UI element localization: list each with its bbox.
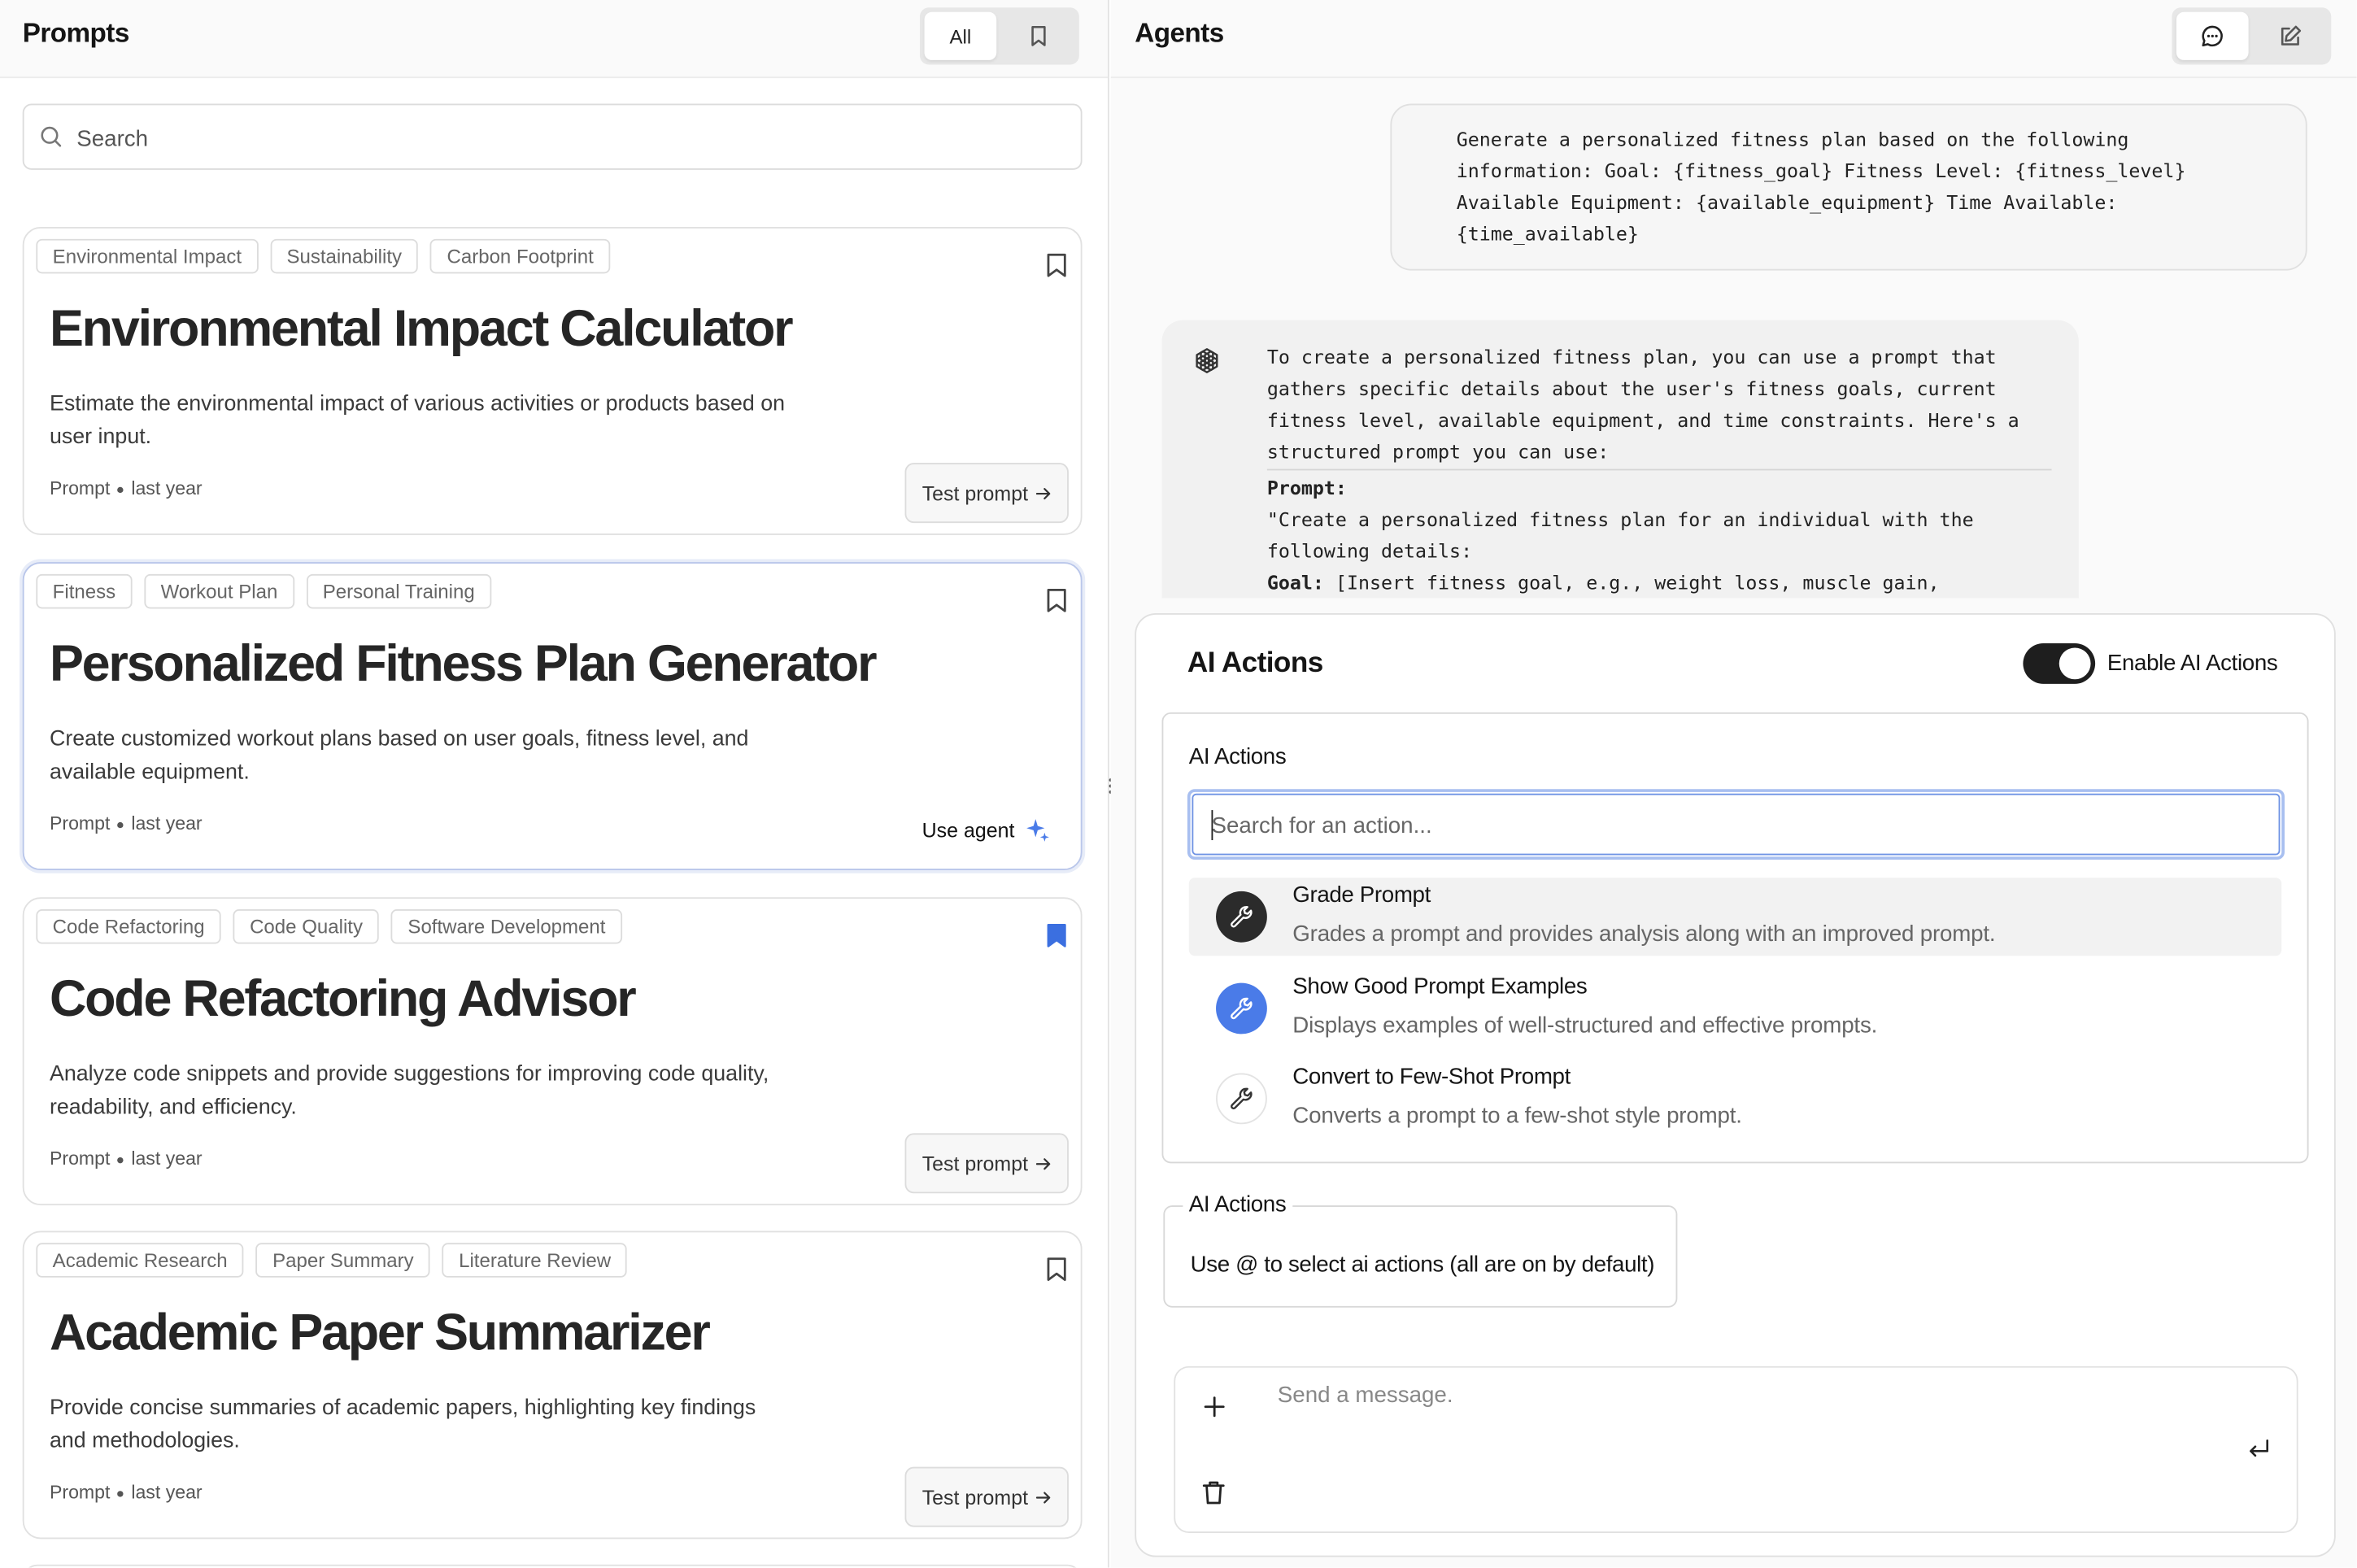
goal-text: [Insert fitness goal, e.g., weight loss, muscle gain, (1323, 571, 1940, 594)
search-input[interactable] (76, 120, 1053, 156)
card-time: last year (131, 1482, 203, 1503)
tag[interactable]: Academic Research (36, 1243, 244, 1278)
card-title: Personalized Fitness Plan Generator (49, 635, 876, 693)
agents-header (1111, 0, 2357, 78)
agents-mode-toggle (2172, 7, 2331, 64)
arrow-right-icon (1035, 485, 1052, 501)
tag[interactable]: Sustainability (270, 239, 418, 274)
bookmark-icon[interactable] (1046, 588, 1067, 613)
edit-icon (2279, 24, 2303, 49)
action-item-convert-to-few-shot-prompt[interactable] (1189, 1060, 2281, 1138)
test-prompt-label: Test prompt (921, 1485, 1029, 1509)
plus-icon[interactable] (1201, 1393, 1228, 1420)
tag[interactable]: Code Quality (233, 909, 380, 944)
tag[interactable]: Workout Plan (144, 574, 294, 609)
prompt-card[interactable] (23, 897, 1083, 1205)
prompt-card-partial[interactable] (23, 1565, 1083, 1568)
card-type: Prompt (49, 1148, 111, 1169)
toggle-knob (2059, 647, 2091, 679)
selected-actions-hint: Use @ to select ai actions (all are on by default) (1190, 1252, 1655, 1278)
test-prompt-button[interactable] (905, 463, 1069, 523)
card-type: Prompt (49, 812, 111, 834)
tag[interactable]: Fitness (36, 574, 132, 609)
card-type: Prompt (49, 477, 111, 499)
enter-icon[interactable] (2247, 1437, 2272, 1461)
prompts-filter-toggle (920, 7, 1079, 64)
prompt-card[interactable] (23, 1231, 1083, 1540)
bookmark-icon[interactable] (1046, 252, 1067, 277)
card-time: last year (131, 812, 203, 834)
test-prompt-label: Test prompt (921, 481, 1029, 505)
card-type: Prompt (49, 1482, 111, 1503)
action-item-grade-prompt[interactable] (1189, 878, 2281, 956)
tag[interactable]: Paper Summary (256, 1243, 430, 1278)
prompt-card-active[interactable] (23, 562, 1083, 870)
bookmark-icon[interactable] (1046, 1257, 1067, 1282)
test-prompt-button[interactable] (905, 1133, 1069, 1193)
tag-list (36, 574, 491, 609)
tag[interactable]: Software Development (391, 909, 622, 944)
prompts-title: Prompts (22, 18, 129, 49)
trash-icon[interactable] (1201, 1479, 1226, 1505)
card-time: last year (131, 477, 203, 499)
prompt-line: "Create a personalized fitness plan for an individual with the following details: (1266, 507, 1974, 563)
action-search-field (1187, 789, 2285, 860)
test-prompt-label: Test prompt (921, 1152, 1029, 1175)
ai-actions-card (1135, 613, 2336, 1557)
agents-panel (1111, 0, 2357, 1567)
openai-logo-icon (1192, 346, 1222, 376)
search-icon (39, 124, 63, 149)
message-composer (1174, 1366, 2298, 1533)
use-agent-button[interactable] (922, 816, 1051, 843)
prompt-label: Prompt: (1266, 476, 1347, 499)
card-description: Create customized workout plans based on user goals, fitness level, and available equipment. (49, 727, 749, 785)
chat-mode-button[interactable] (2176, 12, 2249, 60)
assistant-intro: To create a personalized fitness plan, you can use a prompt that gathers specific details about the user's fitness goals, current fitness level, available equipment, and time constraints. Here's a structured prompt you can use: (1266, 346, 2019, 464)
text-caret (1211, 810, 1213, 840)
card-title: Academic Paper Summarizer (49, 1304, 709, 1362)
sparkle-icon (1023, 816, 1050, 843)
ai-actions-picker (1162, 712, 2309, 1163)
bookmark-filled-icon[interactable] (1046, 923, 1067, 948)
tag[interactable]: Literature Review (442, 1243, 628, 1278)
enable-ai-actions-toggle[interactable] (2023, 643, 2095, 684)
card-title: Code Refactoring Advisor (49, 970, 635, 1029)
action-description: Displays examples of well-structured and effective prompts. (1292, 1013, 1878, 1039)
picker-label: AI Actions (1188, 743, 1287, 770)
action-description: Grades a prompt and provides analysis along with an improved prompt. (1292, 921, 1996, 947)
card-meta (50, 478, 203, 499)
use-agent-label: Use agent (921, 818, 1015, 841)
prompts-search (23, 104, 1083, 170)
agents-title: Agents (1135, 18, 1224, 49)
prompts-header (0, 0, 1109, 78)
message-input[interactable] (1278, 1383, 2210, 1473)
card-description: Estimate the environmental impact of various activities or products based on user input. (49, 392, 786, 450)
divider (1267, 469, 2052, 471)
wrench-icon (1216, 983, 1267, 1034)
prompts-panel (0, 0, 1109, 1567)
wrench-icon (1216, 1073, 1267, 1124)
chat-thread[interactable] (1111, 78, 2357, 598)
action-description: Converts a prompt to a few-shot style prompt. (1292, 1103, 1742, 1129)
arrow-right-icon (1035, 1155, 1052, 1171)
goal-label: Goal: (1266, 571, 1324, 594)
card-meta (50, 1148, 203, 1169)
edit-mode-button[interactable] (2255, 12, 2327, 60)
tag-list (36, 909, 621, 944)
bookmark-icon (1026, 24, 1051, 49)
wrench-icon (1216, 891, 1267, 943)
tag-list (36, 1243, 627, 1278)
action-name: Grade Prompt (1292, 882, 1431, 908)
card-description: Provide concise summaries of academic papers, highlighting key findings and methodologies. (49, 1396, 756, 1454)
action-name: Convert to Few-Shot Prompt (1292, 1064, 1571, 1090)
assistant-message (1162, 320, 2079, 599)
user-message: Generate a personalized fitness plan based on the following information: Goal: {fitness_goal} Fitness Level: {fitness_level} Available Equipment: {available_equipment} Time Available: {time_available} (1390, 104, 2307, 271)
ai-actions-title: AI Actions (1187, 647, 1323, 680)
tag[interactable]: Personal Training (306, 574, 491, 609)
filter-bookmarked-button[interactable] (1003, 12, 1075, 60)
selected-actions-legend: AI Actions (1183, 1191, 1292, 1217)
tag[interactable]: Code Refactoring (36, 909, 221, 944)
card-time: last year (131, 1148, 203, 1169)
card-meta (50, 813, 203, 834)
filter-all-button[interactable]: All (925, 12, 997, 60)
arrow-right-icon (1035, 1488, 1052, 1505)
card-title: Environmental Impact Calculator (49, 300, 792, 358)
tag-list (36, 239, 610, 274)
chat-bubble-icon (2200, 24, 2224, 49)
action-name: Show Good Prompt Examples (1292, 973, 1588, 1000)
action-search-input[interactable] (1211, 808, 2248, 842)
tag[interactable]: Carbon Footprint (430, 239, 610, 274)
test-prompt-button[interactable] (905, 1467, 1069, 1527)
prompt-card[interactable] (23, 227, 1083, 535)
enable-ai-actions-label[interactable]: Enable AI Actions (2106, 651, 2278, 677)
tag[interactable]: Environmental Impact (36, 239, 258, 274)
card-meta (50, 1482, 203, 1503)
action-item-show-good-prompt-examples[interactable] (1189, 969, 2281, 1048)
selected-actions-box (1163, 1191, 1677, 1308)
card-description: Analyze code snippets and provide suggestions for improving code quality, readability, and efficiency. (49, 1062, 769, 1120)
